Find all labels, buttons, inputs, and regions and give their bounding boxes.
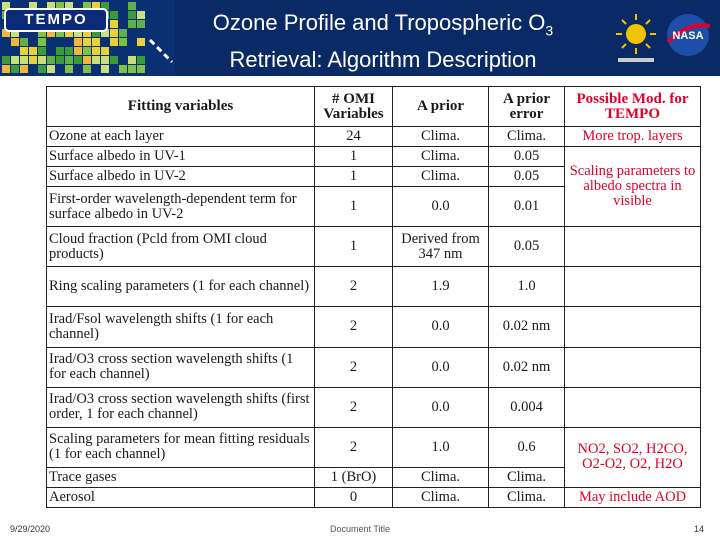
cell-mod-empty [565,387,701,427]
cell-variable: Irad/O3 cross section wavelength shifts (first order, 1 for each channel) [47,387,315,427]
map-grid-cell [47,56,55,64]
map-grid-cell [110,38,118,46]
map-grid-cell [128,2,136,10]
tempo-logo: TEMPO [4,8,108,32]
map-grid-cell [38,47,46,55]
footer-date: 9/29/2020 [10,524,51,534]
cell-variable: Cloud fraction (Pcld from OMI cloud products) [47,227,315,267]
cell-omi-count: 2 [315,387,393,427]
map-grid-cell [65,56,73,64]
header-possible-mod: Possible Mod. for TEMPO [565,87,701,127]
cell-a-prior: 0.0 [393,387,489,427]
cell-a-prior-error: 0.05 [489,147,565,167]
map-grid-cell [2,65,10,73]
cell-variable: Irad/O3 cross section wavelength shifts (1 for each channel) [47,347,315,387]
map-grid-cell [20,65,28,73]
map-grid-cell [119,65,127,73]
map-grid-cell [56,47,64,55]
cell-a-prior-error: 0.02 nm [489,307,565,347]
cell-variable: Surface albedo in UV-1 [47,147,315,167]
map-grid-cell [83,56,91,64]
map-grid-cell [110,11,118,19]
cell-a-prior-error: 0.02 nm [489,347,565,387]
cell-a-prior-error: 0.05 [489,227,565,267]
map-grid-cell [137,38,145,46]
map-grid-cell [110,56,118,64]
cell-a-prior-error: 0.004 [489,387,565,427]
cell-a-prior: Clima. [393,167,489,187]
map-grid-cell [29,47,37,55]
map-grid-cell [20,38,28,46]
cell-variable: Aerosol [47,487,315,507]
cell-a-prior: Clima. [393,147,489,167]
cell-mod-aerosol: May include AOD [565,487,701,507]
fitting-variables-table [46,86,701,508]
table-row [47,427,701,467]
cell-a-prior-error: 0.05 [489,167,565,187]
map-grid-cell [128,65,136,73]
cell-a-prior-error: 0.01 [489,187,565,227]
map-grid-cell [128,56,136,64]
cell-omi-count: 1 [315,227,393,267]
map-grid-cell [128,20,136,28]
map-grid-cell [20,47,28,55]
cell-a-prior-error: 0.6 [489,427,565,467]
header-a-prior: A prior [393,87,489,127]
cell-variable: Scaling parameters for mean fitting residuals (1 for each channel) [47,427,315,467]
slide-header [0,0,720,76]
cell-omi-count: 2 [315,427,393,467]
map-grid-cell [11,65,19,73]
map-grid-cell [47,65,55,73]
map-grid-cell [83,38,91,46]
cell-mod-empty [565,307,701,347]
table-row [47,227,701,267]
table-row [47,487,701,507]
map-grid-cell [38,38,46,46]
cell-a-prior: Clima. [393,127,489,147]
cell-mod-empty [565,347,701,387]
cell-a-prior: 0.0 [393,347,489,387]
map-grid-cell [38,65,46,73]
cell-omi-count: 2 [315,347,393,387]
footer-page-number: 14 [694,524,705,534]
map-grid-cell [20,56,28,64]
cell-variable: Trace gases [47,467,315,487]
cell-a-prior: 0.0 [393,187,489,227]
title-line2: Retrieval: Algorithm Description [229,47,537,73]
cell-variable: Ring scaling parameters (1 for each channel) [47,267,315,307]
table-row [47,347,701,387]
table-row [47,127,701,147]
cell-omi-count: 2 [315,307,393,347]
cell-variable: Ozone at each layer [47,127,315,147]
map-grid-cell [128,11,136,19]
map-grid-cell [137,11,145,19]
cell-a-prior: Clima. [393,467,489,487]
map-grid-cell [110,29,118,37]
title-line1: Ozone Profile and Tropospheric O [212,10,546,35]
map-grid-cell [92,56,100,64]
cell-a-prior: 0.0 [393,307,489,347]
cell-mod-trace-gases: NO2, SO2, H2CO, O2-O2, O2, H2O [565,427,701,487]
svg-text:NASA: NASA [672,30,704,42]
map-grid-cell [74,38,82,46]
title-subscript: 3 [545,22,554,39]
map-grid-cell [74,56,82,64]
cell-variable: First-order wavelength-dependent term for surface albedo in UV-2 [47,187,315,227]
slide-title [178,8,588,75]
cell-mod-ozone: More trop. layers [565,127,701,147]
map-grid-cell [101,47,109,55]
map-grid-cell [101,56,109,64]
map-grid-cell [137,20,145,28]
cell-a-prior-error: Clima. [489,487,565,507]
map-grid-cell [119,29,127,37]
cell-a-prior: 1.9 [393,267,489,307]
cell-mod-empty [565,267,701,307]
footer-document-title: Document Title [330,524,391,534]
cell-a-prior: Clima. [393,487,489,507]
map-grid-cell [137,56,145,64]
map-grid-cell [11,56,19,64]
map-grid-cell [2,56,10,64]
table-row [47,267,701,307]
cell-a-prior-error: Clima. [489,127,565,147]
cell-omi-count: 0 [315,487,393,507]
map-grid-cell [11,38,19,46]
header-a-prior-error: A prior error [489,87,565,127]
cell-omi-count: 1 [315,147,393,167]
cell-omi-count: 1 [315,167,393,187]
map-grid-cell [38,56,46,64]
map-grid-cell [56,56,64,64]
cell-variable: Irad/Fsol wavelength shifts (1 for each channel) [47,307,315,347]
map-grid-cell [74,47,82,55]
table-header-row [47,87,701,127]
map-grid-cell [65,65,73,73]
map-grid-cell [101,65,109,73]
map-grid-cell [110,20,118,28]
cell-omi-count: 1 [315,187,393,227]
smithsonian-logo-icon [614,12,658,68]
map-grid-cell [92,47,100,55]
table-row [47,387,701,427]
table-row [47,147,701,167]
header-omi-variables: # OMI Variables [315,87,393,127]
map-grid-cell [83,65,91,73]
cell-omi-count: 24 [315,127,393,147]
map-grid-cell [83,47,91,55]
map-grid-cell [119,38,127,46]
cell-omi-count: 1 (BrO) [315,467,393,487]
header-fitting-variables: Fitting variables [47,87,315,127]
map-grid-cell [92,38,100,46]
map-grid-cell [137,65,145,73]
cell-a-prior: Derived from 347 nm [393,227,489,267]
cell-variable: Surface albedo in UV-2 [47,167,315,187]
cell-omi-count: 2 [315,267,393,307]
cell-a-prior-error: 1.0 [489,267,565,307]
cell-a-prior-error: Clima. [489,467,565,487]
table-row [47,307,701,347]
cell-mod-albedo: Scaling parameters to albedo spectra in visible [565,147,701,227]
nasa-logo-icon [662,12,714,58]
map-grid-cell [65,47,73,55]
cell-a-prior: 1.0 [393,427,489,467]
cell-mod-empty [565,227,701,267]
map-grid-cell [29,56,37,64]
